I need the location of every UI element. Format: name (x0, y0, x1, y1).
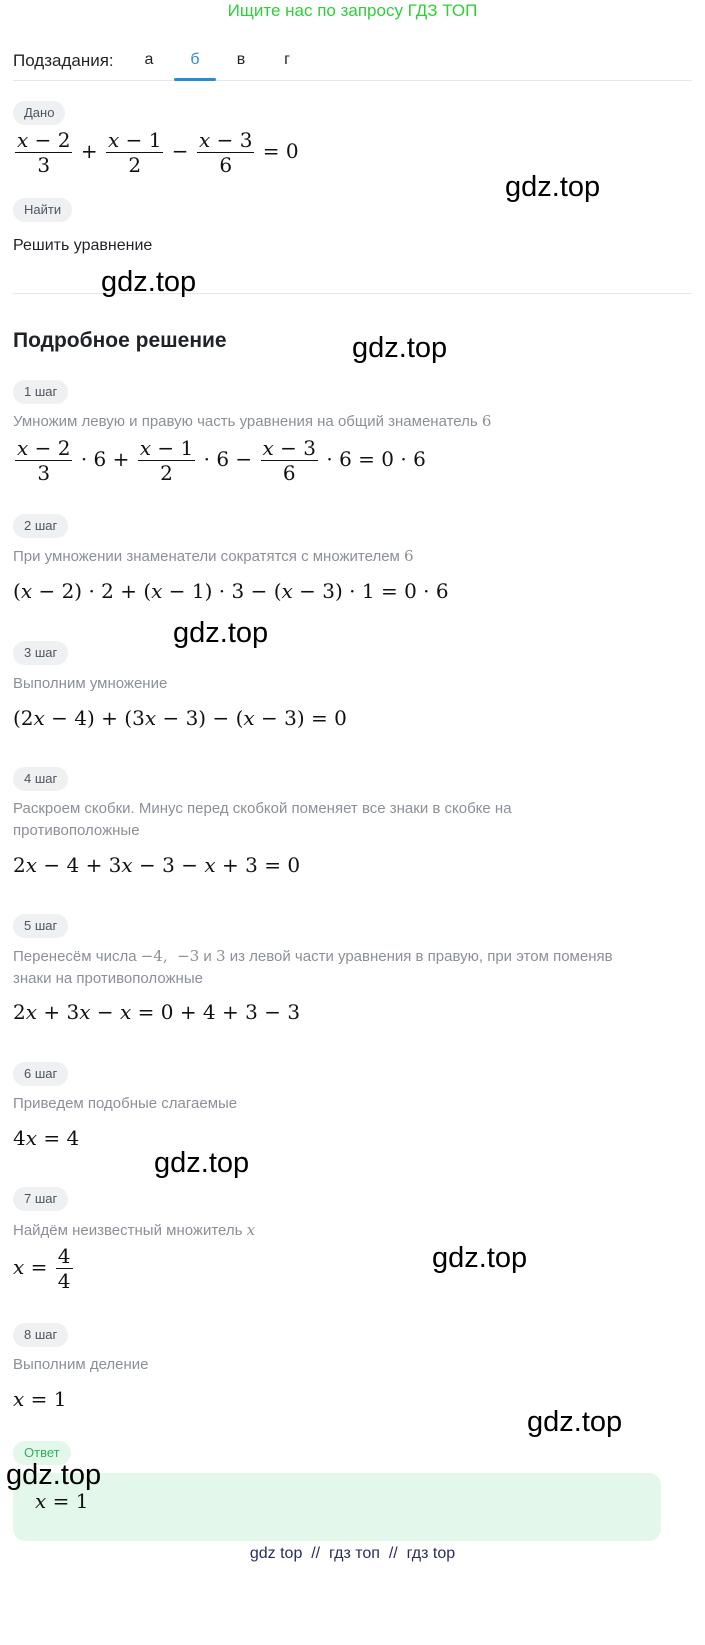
solution-title: Подробное решение (13, 329, 227, 352)
step-5-text: Перенесём числа −4, −3 и 3 из левой части уравнения в правую, при этом поменяв знаки на противоположные (13, 947, 613, 987)
step-7-chip: 7 шаг (13, 1187, 68, 1211)
answer-equation: x = 1 (35, 1489, 89, 1513)
watermark: gdz.top (432, 1242, 528, 1274)
step-4-equation: 2x − 4 + 3x − 3 − x + 3 = 0 (13, 853, 301, 877)
watermark: gdz.top (527, 1406, 623, 1438)
step-1-chip: 1 шаг (13, 380, 68, 404)
answer-chip: Ответ (13, 1441, 71, 1465)
step-4-chip: 4 шаг (13, 767, 68, 791)
watermark: gdz.top (101, 266, 197, 298)
watermark: gdz.top (352, 332, 448, 364)
given-chip: Дано (13, 101, 65, 125)
step-2-text: При умножении знаменатели сократятся с множителем 6 (13, 547, 414, 565)
step-8-chip: 8 шаг (13, 1323, 68, 1347)
step-6-chip: 6 шаг (13, 1062, 68, 1086)
tab-g[interactable]: г (284, 51, 290, 68)
tab-a[interactable]: а (144, 51, 154, 68)
step-1-text: Умножим левую и правую часть уравнения на общий знаменатель 6 (13, 412, 492, 430)
step-5-equation: 2x + 3x − x = 0 + 4 + 3 − 3 (13, 1000, 301, 1024)
step-8-text: Выполним деление (13, 1356, 149, 1373)
tab-v[interactable]: в (236, 51, 246, 68)
step-2-chip: 2 шаг (13, 514, 68, 538)
watermark: gdz.top (173, 617, 269, 649)
step-7-equation: x = $\frac{4}{4}$ (13, 1244, 71, 1293)
find-chip: Найти (13, 198, 72, 222)
watermark: gdz.top (154, 1147, 250, 1179)
footer-separator: // (388, 1545, 398, 1562)
step-2-equation: (x − 2) · 2 + (x − 1) · 3 − (x − 3) · 1 = 0 · 6 (13, 579, 449, 603)
step-6-equation: 4x = 4 (13, 1126, 80, 1150)
given-equation: $\frac{x - 2}{3}$ + $\frac{x - 1}{2}$ − $\frac{x - 3}{6}$ = 0 (17, 128, 299, 177)
subtasks-bar (13, 46, 692, 81)
step-5-chip: 5 шаг (13, 914, 68, 938)
watermark: gdz.top (6, 1459, 102, 1491)
tab-b[interactable]: б (190, 51, 200, 68)
footer-link-2[interactable]: гдз топ (329, 1545, 380, 1562)
footer-link-3[interactable]: гдз top (406, 1545, 456, 1562)
subtasks-label: Подзадания: (13, 51, 114, 70)
step-3-text: Выполним умножение (13, 675, 168, 692)
step-6-text: Приведем подобные слагаемые (13, 1095, 238, 1112)
step-3-equation: (2x − 4) + (3x − 3) − (x − 3) = 0 (13, 706, 347, 730)
footer-links (0, 1545, 705, 1563)
footer-separator: // (311, 1545, 321, 1562)
step-4-text: Раскроем скобки. Минус перед скобкой поменяет все знаки в скобке на противоположные (13, 800, 512, 839)
answer-box (13, 1473, 661, 1541)
step-1-equation: $\frac{x - 2}{3}$ · 6 + $\frac{x - 1}{2}$ · 6 − $\frac{x - 3}{6}$ · 6 = 0 · 6 (17, 436, 426, 485)
task-text: Решить уравнение (13, 237, 153, 254)
promo-banner[interactable]: Ищите нас по запросу ГДЗ ТОП (227, 1, 478, 20)
step-3-chip: 3 шаг (13, 641, 68, 665)
step-7-text: Найдём неизвестный множитель x (13, 1221, 256, 1239)
step-8-equation: x = 1 (13, 1387, 67, 1411)
active-tab-indicator (174, 78, 216, 81)
footer-link-1[interactable]: gdz top (249, 1545, 303, 1562)
watermark: gdz.top (505, 171, 601, 203)
